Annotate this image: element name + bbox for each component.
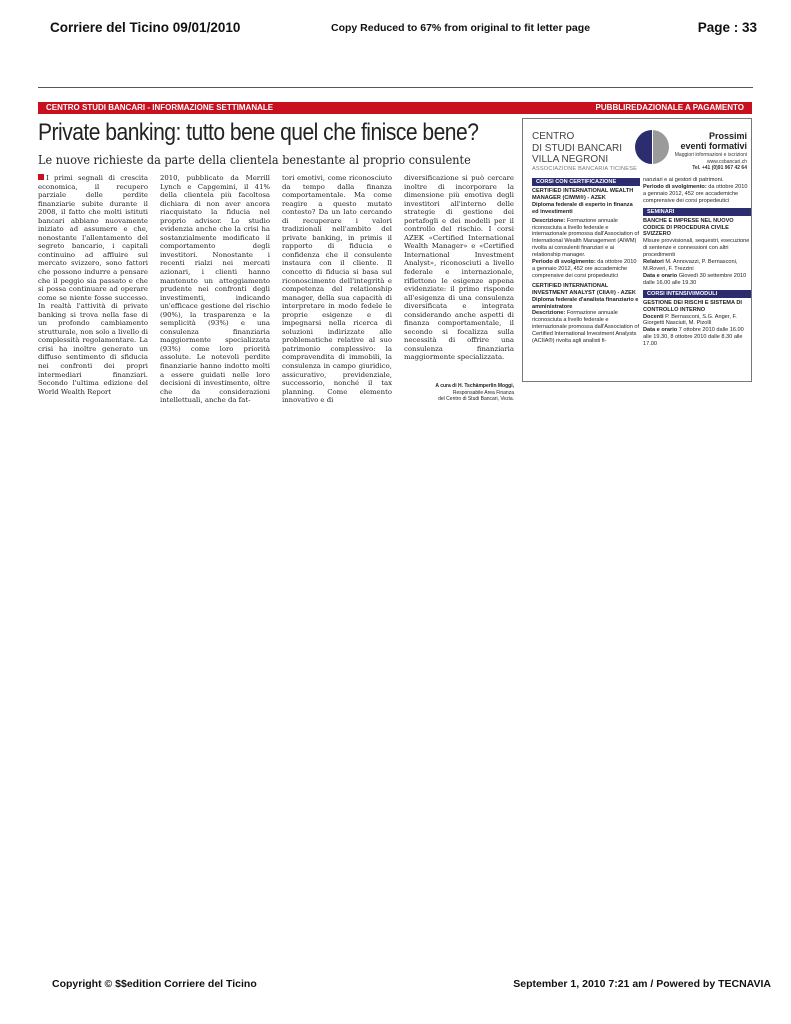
description-text: Formazione annuale riconosciuta a livello federale e internazionale promossa dall'Association of Certified International Investment Analysts (ACIIA®) rivolta agli analisti fi- [532,310,640,345]
section-certified-courses: CORSI CON CERTIFICAZIONE [532,178,640,186]
contact-info: Maggiori informazioni e iscrizioni [674,152,747,158]
course-ciia-period [643,184,751,205]
contact-block [675,152,747,172]
footer-copyright: Copyright © $$edition Corriere del Ticino [52,978,257,990]
description-text: Formazione annuale riconosciuta a livello federale e internazionale promossa dall'Association of International Wealth Management (AIWM) rivolta ai consulenti finanziari e ai relationship manager. [532,217,640,259]
publication-date: Corriere del Ticino 09/01/2010 [50,20,241,35]
date-label: Data e orario [643,272,678,279]
period-text: da ottobre 2010 a gennaio 2012, 452 ore accademiche comprensive dei corsi propedeutici [643,183,748,204]
article-subtitle: Le nuove richieste da parte della clientela benestante al proprio consulente [38,152,471,167]
logo-line-2: DI STUDI BANCARI [532,142,623,154]
speakers-label: Relatori [643,259,664,266]
description-label: Descrizione: [532,310,566,317]
course-ciia-continuation: nanziari e ai gestori di patrimoni. [643,177,724,183]
upcoming-title-line-1: Prossimi [708,131,747,141]
events-sidebar [522,118,752,382]
page-header [50,20,757,40]
course-ciwm-description [532,218,640,259]
upcoming-title-line-2: eventi formativi [680,141,747,151]
course-risk-date [643,327,751,348]
description-label: Descrizione: [532,217,566,224]
author-role: Responsabile Area Finanza [452,389,514,396]
seminar-speakers [643,259,751,273]
speakers-text: M. Annovazzi, P. Bernasconi, M.Roveri, F. Trezzini [643,259,738,272]
seminar-title: BANCHE E IMPRESE NEL NUOVO CODICE DI PROCEDURA CIVILE SVIZZERO [643,217,734,238]
red-square-icon [38,174,44,180]
date-text: Giovedì 30 settembre 2010 dalle 16.00 alle 19.30 [643,272,747,286]
article-column-1 [38,174,148,396]
date-label: Data e orario [643,327,678,334]
author-signature [404,383,514,403]
logo-line-3: VILLA NEGRONI [532,154,609,165]
course-risk-teachers [643,314,751,328]
phone-number: Tel. +41 (0)91 967 42 64 [692,165,747,171]
author-institution: del Centro di Studi Bancari, Vezia. [438,396,514,402]
course-ciwm-period [532,259,640,280]
csb-logo-text [532,131,622,166]
section-seminars: SEMINARI [643,208,751,216]
website-link: www.csbancari.ch [706,158,747,165]
article-block [38,102,752,405]
seminar-description: Misure provvisionali, sequestri, esecuzione di sentenze e connessioni con altri procedimenti [643,238,750,259]
article-headline: Private banking: tutto bene quel che finisce bene? [38,119,479,146]
teachers-label: Docenti [643,313,664,320]
sidebar-column-right [643,177,751,348]
seminar-date [643,273,751,287]
article-column-4: diversificazione si può cercare inoltre di incorporare la dimensione più emotiva degli investitori all'interno delle strategie di gestione dei portafogli e dei modelli per il controllo del rischio. I corsi AZEK «Certified International Wealth Manager» e «Certified International Investment Analyst», riconosciuti a livello federale e internazionale, riflettono le esigenze appena evidenziate: il primo risponde all'esigenza di una consulenza diversificata e integrata considerando anche aspetti di finanza comportamentale, il secondo si focalizza sulla necessità di offrire una consulenza finanziaria maggiormente specializzata. [404,174,514,362]
section-band [38,102,752,114]
course-ciia-subtitle: Diploma federale d'analista finanziario e amministratore [532,296,639,310]
section-intensive-courses: CORSI INTENSIVI/MODULI [643,290,751,298]
copy-reduced-note: Copy Reduced to 67% from original to fit letter page [331,22,591,34]
sidebar-column-left [532,177,640,345]
article-column-1-text: I primi segnali di crescita economica, il recupero parziale delle perdite finanziarie subite durante il 2008, il fatto che molti istituti bancari abbiano nuovamente iniziato ad assumere e che, nonostante l'allentamento del segreto bancario, i capitali continuino ad affluire sul mercato svizzero, sono fattori che possono indurre a pensare che il peggio sia passato e che si possa continuare ad operare come se niente fosse successo. In realtà l'attività di private banking si trova nella fase di un profondo cambiamento strutturale, non solo a livello di complessità regolamentare. La crisi ha inoltre generato un diffuso sentimento di sfiducia nei confronti dei propri intermediari finanziari. Secondo l'ultima edizione del World Wealth Report [38,174,148,396]
upcoming-events-title [680,131,747,151]
article-column-2: 2010, pubblicato da Merrill Lynch e Capgemini, il 41% della clientela più facoltosa dichiara di non aver ancora riacquistato la fiducia nel proprio advisor. Lo studio evidenzia anche che la crisi ha sostanzialmente modificato il comportamento degli investitori. Nonostante i recenti rialzi nei mercati azionari, i clienti hanno mantenuto un atteggiamento prudente nei confronti degli investimenti, indicando un'efficace gestione del rischio (90%), la trasparenza e la semplicità (93%) e una consulenza finanziaria maggiormente specializzata (93%) come loro priorità assolute. Le notevoli perdite finanziarie hanno indotto molti a essere guidati nelle loro decisioni di investimento, oltre che da considerazioni intellettuali, anche da fat- [160,174,270,405]
period-text: da ottobre 2010 a gennaio 2012, 452 ore accademiche comprensive dei corsi propedeutici [532,259,637,279]
course-ciwm-subtitle: Diploma federale di esperto in finanza ed investimenti [532,201,633,215]
association-name: ASSOCIAZIONE BANCARIA TICINESE [532,166,638,172]
course-ciia-description [532,310,640,345]
page-number: Page : 33 [697,20,757,35]
date-text: 7 ottobre 2010 dalle 16.00 alle 19.30, 8 ottobre 2010 dalle 8.30 alle 17.00 [643,327,744,348]
article-columns [38,174,514,405]
teachers-text: P. Bernasconi, S.G. Anger, F. Giorgetti Nasciuti, M. Pizolli [643,313,737,327]
logo-line-1: CENTRO [532,131,575,142]
section-band-right: PUBBLIREDAZIONALE A PAGAMENTO [595,103,744,112]
course-risk-title: GESTIONE DEI RISCHI E SISTEMA DI CONTROLLO INTERNO [643,299,742,313]
csb-logo-icon [635,130,669,164]
section-band-left: CENTRO STUDI BANCARI - INFORMAZIONE SETTIMANALE [46,103,274,112]
course-ciia-title: CERTIFIED INTERNATIONAL INVESTMENT ANALYST (CIIA®) - AZEK [532,282,636,296]
article-column-3: tori emotivi, come riconosciuto da tempo dalla finanza comportamentale. Ma come reagire a questo mutato contesto? Da un lato cercando di recuperare i valori tradizionali nell'ambito del private banking, in primis il rapporto di fiducia e confidenza che il consulente instaura con il cliente. Il concetto di fiducia si basa sul riconoscimento dell'integrità e competenza del relationship manager, della sua capacità di interpretare in modo fedele le proprie esigenze e di impegnarsi nella ricerca di soluzioni indirizzate alle problematiche relative al suo patrimonio complessivo: la compravendita di immobili, la consulenza in campo giuridico, assicurativo, previdenziale, successorio, nonché il tax planning. Come elemento innovativo e di [282,174,392,405]
author-name: A cura di H. Tschämperlin Moggi, [435,383,514,389]
course-ciwm-title: CERTIFIED INTERNATIONAL WEALTH MANAGER (CIWM®) - AZEK [532,188,634,201]
period-label: Periodo di svolgimento: [643,183,707,190]
period-label: Periodo di svolgimento: [532,259,596,266]
footer-timestamp: September 1, 2010 7:21 am / Powered by TECNAVIA [513,978,771,990]
header-divider [38,87,753,88]
